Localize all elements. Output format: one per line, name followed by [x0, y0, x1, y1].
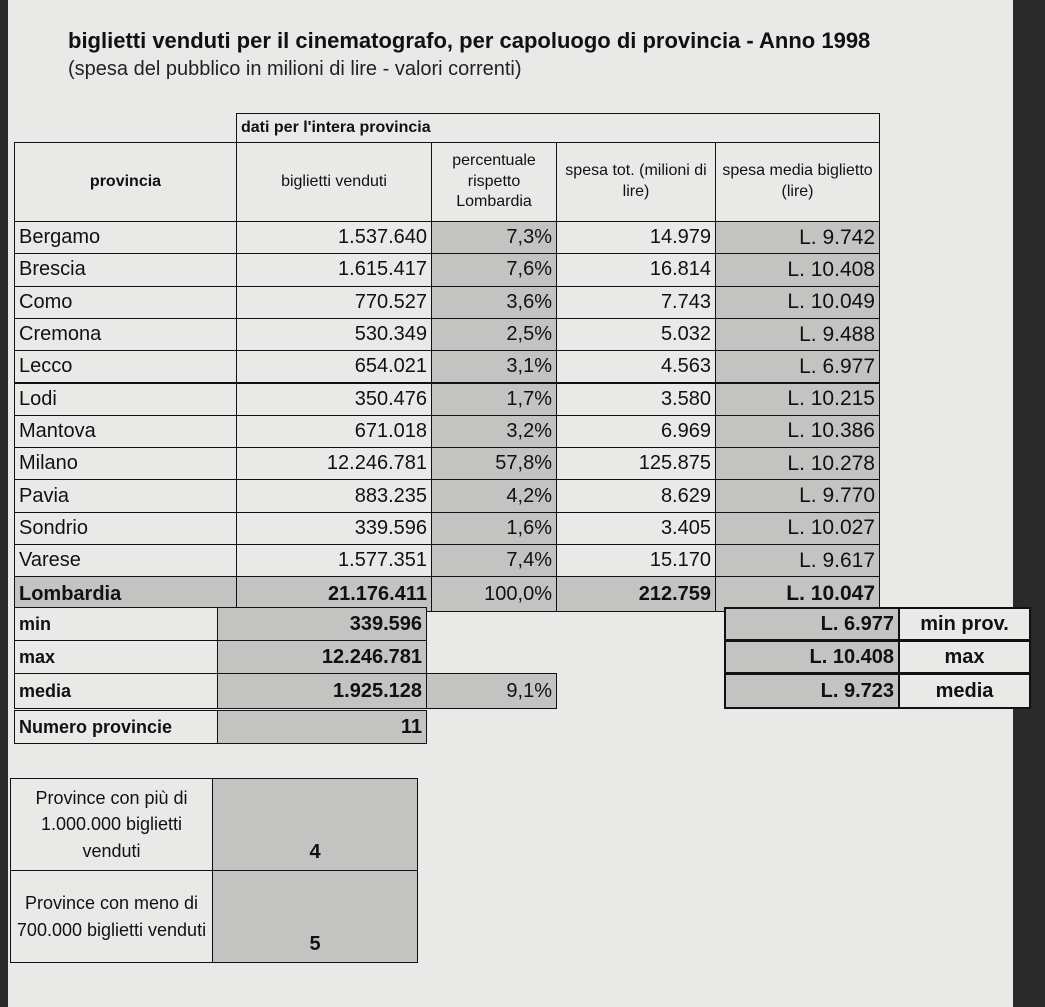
row-biglietti: 654.021 [236, 350, 432, 383]
less-than-label: Province con meno di 700.000 biglietti venduti [10, 870, 213, 963]
row-provincia: Brescia [14, 253, 237, 286]
total-provincia: Lombardia [14, 576, 237, 612]
row-spesa-tot: 3.580 [556, 383, 716, 416]
row-percentuale: 2,5% [431, 318, 557, 351]
row-provincia: Cremona [14, 318, 237, 351]
page-title: biglietti venduti per il cinematografo, per capoluogo di provincia - Anno 1998 [68, 28, 871, 53]
row-spesa-tot: 16.814 [556, 253, 716, 286]
row-spesa-media: L. 9.488 [715, 318, 880, 351]
stat-max-label: max [14, 640, 218, 674]
row-biglietti: 1.537.640 [236, 221, 432, 254]
row-spesa-media: L. 10.278 [715, 447, 880, 480]
stat-numero-label: Numero provincie [14, 710, 218, 744]
row-percentuale: 3,1% [431, 350, 557, 383]
row-spesa-media: L. 9.617 [715, 544, 880, 577]
page-subtitle: (spesa del pubblico in milioni di lire - valori correnti) [68, 58, 522, 80]
header-percentuale: percentuale rispetto Lombardia [431, 142, 557, 222]
row-biglietti: 12.246.781 [236, 447, 432, 480]
stat-media-right-label: media [898, 673, 1031, 709]
row-percentuale: 7,3% [431, 221, 557, 254]
row-biglietti: 883.235 [236, 479, 432, 512]
stat-media-biglietti: 1.925.128 [217, 673, 427, 709]
row-percentuale: 57,8% [431, 447, 557, 480]
row-spesa-media: L. 10.408 [715, 253, 880, 286]
row-percentuale: 7,6% [431, 253, 557, 286]
stat-media-spesa-media: L. 9.723 [724, 673, 900, 709]
stat-max-right-label: max [898, 640, 1031, 674]
total-spesa-media: L. 10.047 [715, 576, 880, 612]
row-spesa-media: L. 9.770 [715, 479, 880, 512]
header-spesa-tot: spesa tot. (milioni di lire) [556, 142, 716, 222]
row-provincia: Sondrio [14, 512, 237, 545]
row-spesa-tot: 8.629 [556, 479, 716, 512]
row-biglietti: 339.596 [236, 512, 432, 545]
row-spesa-tot: 6.969 [556, 415, 716, 448]
row-spesa-media: L. 10.215 [715, 383, 880, 416]
less-than-value: 5 [212, 870, 418, 963]
stat-max-spesa-media: L. 10.408 [724, 640, 900, 674]
row-spesa-media: L. 6.977 [715, 350, 880, 383]
row-spesa-media: L. 9.742 [715, 221, 880, 254]
stat-numero-value: 11 [217, 710, 427, 744]
row-spesa-tot: 5.032 [556, 318, 716, 351]
row-spesa-media: L. 10.049 [715, 286, 880, 319]
row-biglietti: 350.476 [236, 383, 432, 416]
row-spesa-tot: 4.563 [556, 350, 716, 383]
row-provincia: Pavia [14, 479, 237, 512]
row-biglietti: 770.527 [236, 286, 432, 319]
row-spesa-tot: 125.875 [556, 447, 716, 480]
row-spesa-tot: 15.170 [556, 544, 716, 577]
row-percentuale: 4,2% [431, 479, 557, 512]
row-provincia: Lecco [14, 350, 237, 383]
stat-min-biglietti: 339.596 [217, 607, 427, 641]
total-biglietti: 21.176.411 [236, 576, 432, 612]
row-percentuale: 3,6% [431, 286, 557, 319]
total-spesa-tot: 212.759 [556, 576, 716, 612]
stat-max-biglietti: 12.246.781 [217, 640, 427, 674]
row-provincia: Mantova [14, 415, 237, 448]
row-biglietti: 1.615.417 [236, 253, 432, 286]
row-provincia: Bergamo [14, 221, 237, 254]
row-provincia: Milano [14, 447, 237, 480]
row-biglietti: 530.349 [236, 318, 432, 351]
more-than-label: Province con più di 1.000.000 biglietti venduti [10, 778, 213, 871]
total-percentuale: 100,0% [431, 576, 557, 612]
stat-min-label: min [14, 607, 218, 641]
row-percentuale: 3,2% [431, 415, 557, 448]
row-spesa-media: L. 10.386 [715, 415, 880, 448]
header-biglietti: biglietti venduti [236, 142, 432, 222]
row-percentuale: 7,4% [431, 544, 557, 577]
stat-media-label: media [14, 673, 218, 709]
stat-media-percentuale: 9,1% [426, 673, 557, 709]
row-percentuale: 1,7% [431, 383, 557, 416]
row-spesa-tot: 14.979 [556, 221, 716, 254]
row-spesa-tot: 7.743 [556, 286, 716, 319]
group-header: dati per l'intera provincia [236, 113, 880, 143]
row-provincia: Como [14, 286, 237, 319]
row-spesa-media: L. 10.027 [715, 512, 880, 545]
stat-min-right-label: min prov. [898, 607, 1031, 641]
row-spesa-tot: 3.405 [556, 512, 716, 545]
row-provincia: Varese [14, 544, 237, 577]
more-than-value: 4 [212, 778, 418, 871]
row-biglietti: 671.018 [236, 415, 432, 448]
row-provincia: Lodi [14, 383, 237, 416]
header-spesa-media: spesa media biglietto (lire) [715, 142, 880, 222]
row-percentuale: 1,6% [431, 512, 557, 545]
row-biglietti: 1.577.351 [236, 544, 432, 577]
header-provincia: provincia [14, 142, 237, 222]
stat-min-spesa-media: L. 6.977 [724, 607, 900, 641]
